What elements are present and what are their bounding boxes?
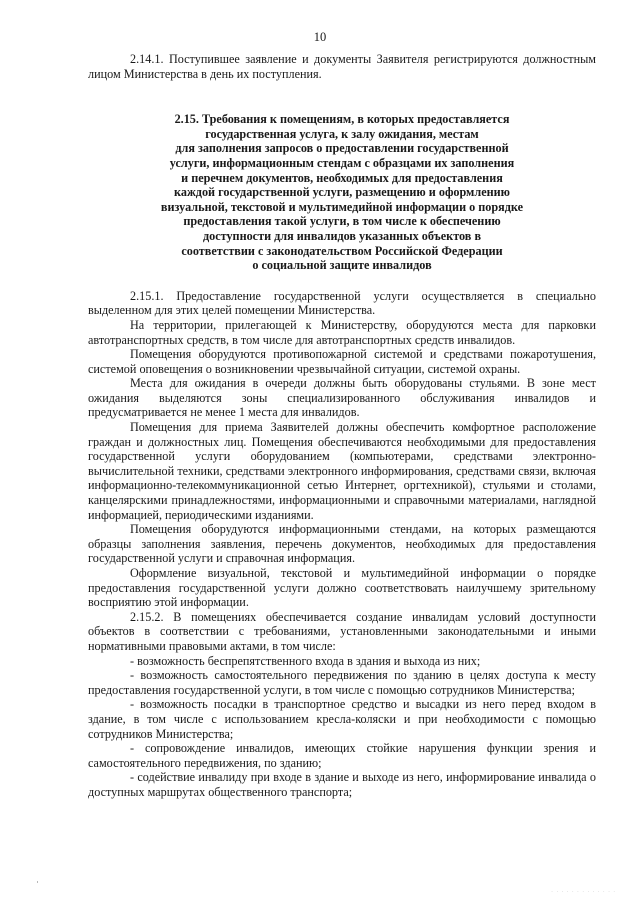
heading-line: предоставления такой услуги, в том числе к обеспечению [183, 214, 501, 229]
page-number: 10 [313, 30, 327, 44]
paragraph-visual-info: Оформление визуальной, текстовой и мультимедийной информации о порядке предоставления государственной услуги должно соответствовать наилучшему зрительному восприятию этой информации. [88, 566, 596, 610]
paragraph-2-15-2: 2.15.2. В помещениях обеспечивается создание инвалидам условий доступности объектов в соответствии с требованиями, установленными законодательными и иными нормативными правовыми актами, в том числе: [88, 609, 596, 653]
section-heading-2-15 [88, 112, 596, 273]
list-item-assistance: - содействие инвалиду при входе в здание и выходе из него, информирование инвалида о доступных маршрутах общественного транспорта; [88, 770, 596, 799]
heading-line: визуальной, текстовой и мультимедийной информации о порядке [160, 199, 524, 214]
paragraph-parking: На территории, прилегающей к Министерству, оборудуются места для парковки автотранспортных средств, в том числе для автотранспортных средств инвалидов. [88, 317, 596, 347]
heading-line: государственная услуга, к залу ожидания, местам [205, 126, 479, 141]
list-item-entry-exit: - возможность беспрепятственного входа в здания и выхода из них; [130, 653, 481, 668]
heading-line: каждой государственной услуги, размещению и оформлению [174, 185, 510, 200]
heading-line: и перечнем документов, необходимых для предоставления [181, 170, 503, 185]
heading-line: соответствии с законодательством Российской Федерации [181, 243, 503, 258]
paragraph-waiting-area: Места для ожидания в очереди должны быть оборудованы стульями. В зоне мест ожидания выделяются зоны специализированного обслуживания инвалидов и предусматривается не менее 1 места для инвалидов. [88, 376, 596, 420]
list-item-movement: - возможность самостоятельного передвижения по зданию в целях доступа к месту предоставления государственной услуги, в том числе с помощью сотрудников Министерства; [88, 668, 596, 697]
list-item-transport: - возможность посадки в транспортное средство и высадки из него перед входом в здание, в том числе с использованием кресла-коляски и при необходимости с помощью сотрудников Министерства; [88, 697, 596, 741]
paragraph-fire-safety: Помещения оборудуются противопожарной системой и средствами пожаротушения, системой оповещения о возникновении чрезвычайной ситуации, системой охраны. [88, 347, 596, 376]
paragraph-2-15-1: 2.15.1. Предоставление государственной услуги осуществляется в специально выделенном для этих целей помещении Министерства. [88, 288, 596, 318]
paragraph-info-stands: Помещения оборудуются информационными стендами, на которых размещаются образцы заполнения заявления, перечень документов, необходимых для предоставления государственной услуги и справочная информация. [88, 522, 596, 566]
scan-footer-mark: · · · · · · · · · · · · · [551, 889, 616, 895]
list-item-escort: - сопровождение инвалидов, имеющих стойкие нарушения функции зрения и самостоятельного передвижения, по зданию; [88, 741, 596, 770]
heading-line: услуги, информационным стендам с образцами их заполнения [169, 155, 515, 170]
heading-line: о социальной защите инвалидов [252, 258, 432, 273]
scan-dot [37, 881, 38, 883]
heading-line: для заполнения запросов о предоставлении государственной [175, 141, 509, 156]
heading-line: 2.15. Требования к помещениям, в которых предоставляется [174, 112, 510, 127]
heading-line: доступности для инвалидов указанных объектов в [202, 228, 482, 243]
paragraph-2-14-1: 2.14.1. Поступившее заявление и документы Заявителя регистрируются должностным лицом Министерства в день их поступления. [88, 52, 596, 81]
document-body [88, 52, 596, 800]
paragraph-reception-rooms: Помещения для приема Заявителей должны обеспечить комфортное расположение граждан и должностных лиц. Помещения обеспечиваются необходимыми для предоставления государственной услуги оборудованием (компьютерами, средствами электронно-вычислительной техники, средствами электронного информирования, средствами связи, включая информационно-телекоммуникационной сетью Интернет, оргтехникой), стульями и столами, канцелярскими принадлежностями, информационными и справочными материалами, наглядной информацией, периодическими изданиями. [88, 420, 596, 522]
